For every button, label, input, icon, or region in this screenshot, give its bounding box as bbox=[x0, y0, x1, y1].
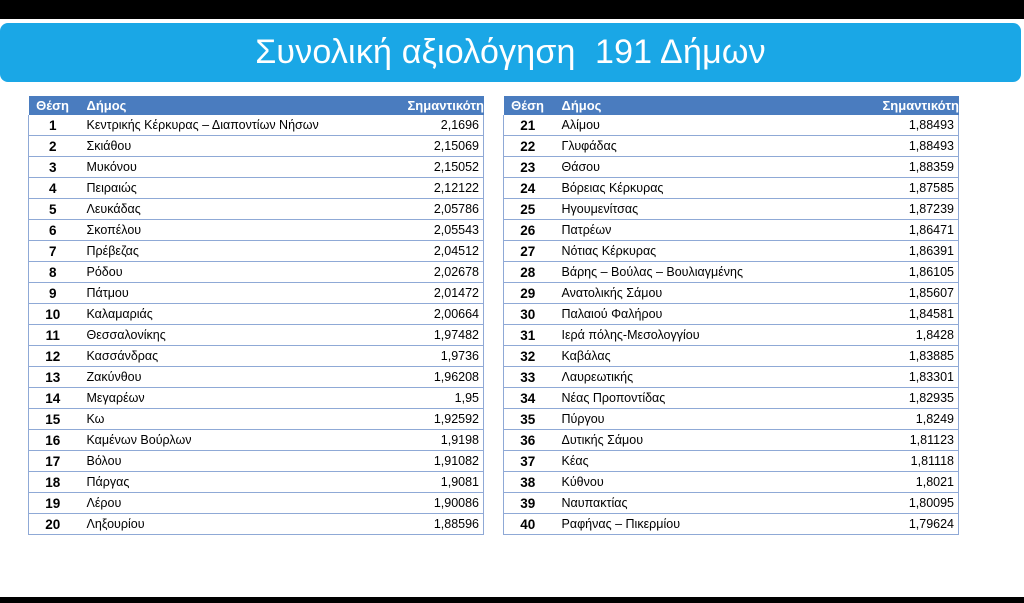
importance-cell: 1,86471 bbox=[847, 220, 959, 241]
importance-cell: 1,86105 bbox=[847, 262, 959, 283]
rank-cell: 3 bbox=[29, 157, 77, 178]
municipality-cell: Μεγαρέων bbox=[77, 388, 372, 409]
importance-cell: 1,86391 bbox=[847, 241, 959, 262]
rank-cell: 13 bbox=[29, 367, 77, 388]
importance-cell: 1,81123 bbox=[847, 430, 959, 451]
municipality-cell: Πρέβεζας bbox=[77, 241, 372, 262]
importance-cell: 1,81118 bbox=[847, 451, 959, 472]
table-row bbox=[504, 451, 959, 472]
importance-cell: 1,9081 bbox=[372, 472, 484, 493]
table-row bbox=[504, 157, 959, 178]
table-row bbox=[504, 283, 959, 304]
importance-cell: 1,91082 bbox=[372, 451, 484, 472]
importance-cell: 1,87585 bbox=[847, 178, 959, 199]
table-row bbox=[504, 472, 959, 493]
header-importance: Σημαντικότητα bbox=[847, 96, 959, 115]
municipality-cell: Δυτικής Σάμου bbox=[552, 430, 847, 451]
municipality-cell: Καλαμαριάς bbox=[77, 304, 372, 325]
importance-cell: 1,96208 bbox=[372, 367, 484, 388]
table-row bbox=[504, 262, 959, 283]
rank-cell: 18 bbox=[29, 472, 77, 493]
rank-cell: 25 bbox=[504, 199, 552, 220]
table-row bbox=[504, 220, 959, 241]
table-row bbox=[29, 514, 484, 535]
importance-cell: 2,04512 bbox=[372, 241, 484, 262]
rank-cell: 33 bbox=[504, 367, 552, 388]
table-row bbox=[504, 514, 959, 535]
table-row bbox=[504, 388, 959, 409]
header-municipality: Δήμος bbox=[552, 96, 847, 115]
table-row bbox=[504, 409, 959, 430]
table-row bbox=[29, 283, 484, 304]
municipality-cell: Κω bbox=[77, 409, 372, 430]
table-row bbox=[504, 304, 959, 325]
municipality-cell: Ζακύνθου bbox=[77, 367, 372, 388]
table-row bbox=[29, 388, 484, 409]
ranking-table-right bbox=[503, 96, 973, 535]
municipality-cell: Κεντρικής Κέρκυρας – Διαποντίων Νήσων bbox=[77, 115, 372, 136]
table-row bbox=[504, 136, 959, 157]
importance-cell: 1,80095 bbox=[847, 493, 959, 514]
table-row bbox=[29, 304, 484, 325]
rank-cell: 5 bbox=[29, 199, 77, 220]
municipality-cell: Σκοπέλου bbox=[77, 220, 372, 241]
rank-cell: 28 bbox=[504, 262, 552, 283]
table-row bbox=[504, 241, 959, 262]
title-banner bbox=[0, 23, 1021, 82]
importance-cell: 1,83301 bbox=[847, 367, 959, 388]
table-row bbox=[29, 220, 484, 241]
municipality-cell: Ναυπακτίας bbox=[552, 493, 847, 514]
rank-cell: 7 bbox=[29, 241, 77, 262]
municipality-cell: Κύθνου bbox=[552, 472, 847, 493]
importance-cell: 1,79624 bbox=[847, 514, 959, 535]
rank-cell: 10 bbox=[29, 304, 77, 325]
municipality-cell: Θάσου bbox=[552, 157, 847, 178]
rank-cell: 6 bbox=[29, 220, 77, 241]
municipality-cell: Ρόδου bbox=[77, 262, 372, 283]
municipality-cell: Ανατολικής Σάμου bbox=[552, 283, 847, 304]
importance-cell: 2,01472 bbox=[372, 283, 484, 304]
importance-cell: 1,88359 bbox=[847, 157, 959, 178]
table-row bbox=[504, 178, 959, 199]
importance-cell: 1,88493 bbox=[847, 136, 959, 157]
municipality-cell: Λέρου bbox=[77, 493, 372, 514]
rank-cell: 16 bbox=[29, 430, 77, 451]
rank-cell: 8 bbox=[29, 262, 77, 283]
rank-cell: 39 bbox=[504, 493, 552, 514]
rank-cell: 29 bbox=[504, 283, 552, 304]
municipality-cell: Κέας bbox=[552, 451, 847, 472]
rank-cell: 32 bbox=[504, 346, 552, 367]
table-row bbox=[29, 325, 484, 346]
municipality-cell: Γλυφάδας bbox=[552, 136, 847, 157]
importance-cell: 1,92592 bbox=[372, 409, 484, 430]
municipality-cell: Καβάλας bbox=[552, 346, 847, 367]
municipality-cell: Αλίμου bbox=[552, 115, 847, 136]
importance-cell: 1,9198 bbox=[372, 430, 484, 451]
importance-cell: 2,15069 bbox=[372, 136, 484, 157]
municipality-cell: Ληξουρίου bbox=[77, 514, 372, 535]
rank-cell: 30 bbox=[504, 304, 552, 325]
importance-cell: 1,97482 bbox=[372, 325, 484, 346]
rank-cell: 19 bbox=[29, 493, 77, 514]
table-row bbox=[504, 346, 959, 367]
importance-cell: 2,12122 bbox=[372, 178, 484, 199]
importance-cell: 1,88596 bbox=[372, 514, 484, 535]
table-row bbox=[29, 493, 484, 514]
municipality-cell: Πατρέων bbox=[552, 220, 847, 241]
header-municipality: Δήμος bbox=[77, 96, 372, 115]
bottom-black-bar bbox=[0, 597, 1024, 603]
table-row bbox=[29, 472, 484, 493]
municipality-cell: Πάργας bbox=[77, 472, 372, 493]
municipality-cell: Βόρειας Κέρκυρας bbox=[552, 178, 847, 199]
importance-cell: 2,00664 bbox=[372, 304, 484, 325]
table-row bbox=[504, 493, 959, 514]
importance-cell: 2,05543 bbox=[372, 220, 484, 241]
rank-cell: 36 bbox=[504, 430, 552, 451]
importance-cell: 1,90086 bbox=[372, 493, 484, 514]
rank-cell: 37 bbox=[504, 451, 552, 472]
rank-cell: 20 bbox=[29, 514, 77, 535]
municipality-cell: Λευκάδας bbox=[77, 199, 372, 220]
rank-cell: 24 bbox=[504, 178, 552, 199]
rank-cell: 1 bbox=[29, 115, 77, 136]
rank-cell: 11 bbox=[29, 325, 77, 346]
importance-cell: 2,05786 bbox=[372, 199, 484, 220]
importance-cell: 1,8249 bbox=[847, 409, 959, 430]
rank-cell: 9 bbox=[29, 283, 77, 304]
rank-cell: 23 bbox=[504, 157, 552, 178]
table-row bbox=[504, 430, 959, 451]
table-row bbox=[29, 199, 484, 220]
municipality-cell: Νότιας Κέρκυρας bbox=[552, 241, 847, 262]
table-row bbox=[29, 409, 484, 430]
rank-cell: 21 bbox=[504, 115, 552, 136]
rank-cell: 27 bbox=[504, 241, 552, 262]
municipality-cell: Καμένων Βούρλων bbox=[77, 430, 372, 451]
municipality-cell: Λαυρεωτικής bbox=[552, 367, 847, 388]
municipality-cell: Κασσάνδρας bbox=[77, 346, 372, 367]
header-rank: Θέση bbox=[29, 96, 77, 115]
table-row bbox=[29, 451, 484, 472]
rank-cell: 17 bbox=[29, 451, 77, 472]
importance-cell: 1,87239 bbox=[847, 199, 959, 220]
table-header-row bbox=[504, 96, 959, 115]
page-title: Συνολική αξιολόγηση 191 Δήμων bbox=[255, 33, 766, 71]
table-row bbox=[29, 157, 484, 178]
importance-cell: 2,1696 bbox=[372, 115, 484, 136]
table-row bbox=[504, 115, 959, 136]
rank-cell: 34 bbox=[504, 388, 552, 409]
importance-cell: 1,95 bbox=[372, 388, 484, 409]
table-row bbox=[29, 136, 484, 157]
ranking-table-left bbox=[28, 96, 498, 535]
table-row bbox=[29, 367, 484, 388]
table-row bbox=[29, 178, 484, 199]
table-row bbox=[29, 241, 484, 262]
rank-cell: 35 bbox=[504, 409, 552, 430]
municipality-cell: Πειραιώς bbox=[77, 178, 372, 199]
municipality-cell: Ιερά πόλης-Μεσολογγίου bbox=[552, 325, 847, 346]
rank-cell: 40 bbox=[504, 514, 552, 535]
importance-cell: 2,15052 bbox=[372, 157, 484, 178]
municipality-cell: Βάρης – Βούλας – Βουλιαγμένης bbox=[552, 262, 847, 283]
rank-cell: 26 bbox=[504, 220, 552, 241]
rank-cell: 14 bbox=[29, 388, 77, 409]
municipality-cell: Πάτμου bbox=[77, 283, 372, 304]
municipality-cell: Νέας Προποντίδας bbox=[552, 388, 847, 409]
importance-cell: 1,85607 bbox=[847, 283, 959, 304]
municipality-cell: Σκιάθου bbox=[77, 136, 372, 157]
municipality-cell: Ραφήνας – Πικερμίου bbox=[552, 514, 847, 535]
rank-cell: 31 bbox=[504, 325, 552, 346]
municipality-cell: Βόλου bbox=[77, 451, 372, 472]
importance-cell: 1,84581 bbox=[847, 304, 959, 325]
importance-cell: 1,8021 bbox=[847, 472, 959, 493]
table-row bbox=[29, 115, 484, 136]
table-row bbox=[504, 367, 959, 388]
rank-cell: 22 bbox=[504, 136, 552, 157]
table-header-row bbox=[29, 96, 484, 115]
municipality-cell: Θεσσαλονίκης bbox=[77, 325, 372, 346]
table-row bbox=[504, 325, 959, 346]
rank-cell: 2 bbox=[29, 136, 77, 157]
importance-cell: 1,88493 bbox=[847, 115, 959, 136]
table-row bbox=[504, 199, 959, 220]
table-row bbox=[29, 430, 484, 451]
table-row bbox=[29, 346, 484, 367]
importance-cell: 1,83885 bbox=[847, 346, 959, 367]
rank-cell: 4 bbox=[29, 178, 77, 199]
header-importance: Σημαντικότητα bbox=[372, 96, 484, 115]
rank-cell: 15 bbox=[29, 409, 77, 430]
header-rank: Θέση bbox=[504, 96, 552, 115]
table-row bbox=[29, 262, 484, 283]
rank-cell: 12 bbox=[29, 346, 77, 367]
importance-cell: 1,9736 bbox=[372, 346, 484, 367]
municipality-cell: Παλαιού Φαλήρου bbox=[552, 304, 847, 325]
municipality-cell: Μυκόνου bbox=[77, 157, 372, 178]
municipality-cell: Πύργου bbox=[552, 409, 847, 430]
municipality-cell: Ηγουμενίτσας bbox=[552, 199, 847, 220]
importance-cell: 1,82935 bbox=[847, 388, 959, 409]
rank-cell: 38 bbox=[504, 472, 552, 493]
top-black-bar bbox=[0, 0, 1024, 19]
importance-cell: 2,02678 bbox=[372, 262, 484, 283]
importance-cell: 1,8428 bbox=[847, 325, 959, 346]
